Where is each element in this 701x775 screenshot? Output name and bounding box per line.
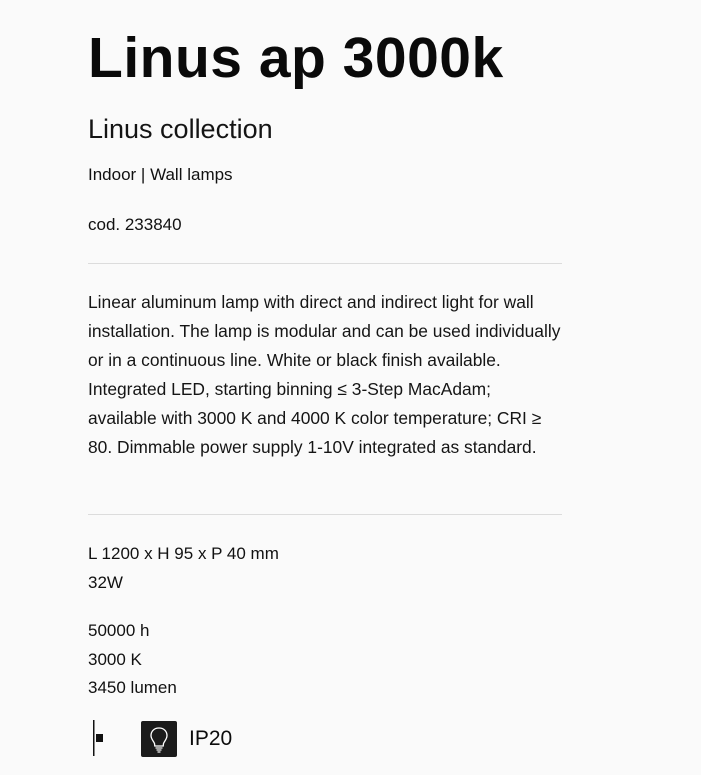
divider: [88, 263, 562, 264]
collection-name: Linus collection: [88, 114, 273, 144]
bulb-icon: [141, 721, 177, 757]
spec-power: 32W: [88, 573, 123, 592]
divider: [88, 514, 562, 515]
product-category: Indoor | Wall lamps: [88, 165, 233, 184]
product-description: Linear aluminum lamp with direct and indirect light for wall installation. The lamp is modular and can be used individually or in a continuous line. White or black finish available. Integrated LED, starting binning ≤ 3-Step MacAdam; available with 3000 K and 4000 K color temperature; CRI ≥ 80. Dimmable power supply 1-10V integrated as standard.: [88, 292, 561, 457]
wall-mount-icon: [92, 720, 108, 758]
spec-color-temperature: 3000 K: [88, 650, 142, 669]
spec-dimensions: L 1200 x H 95 x P 40 mm: [88, 544, 279, 563]
feature-icons: [88, 720, 388, 758]
product-code: cod. 233840: [88, 215, 182, 234]
spec-lifetime: 50000 h: [88, 621, 150, 640]
product-title: Linus ap 3000k: [88, 26, 504, 90]
spec-luminous-flux: 3450 lumen: [88, 678, 177, 697]
ip-rating: IP20: [189, 727, 233, 750]
